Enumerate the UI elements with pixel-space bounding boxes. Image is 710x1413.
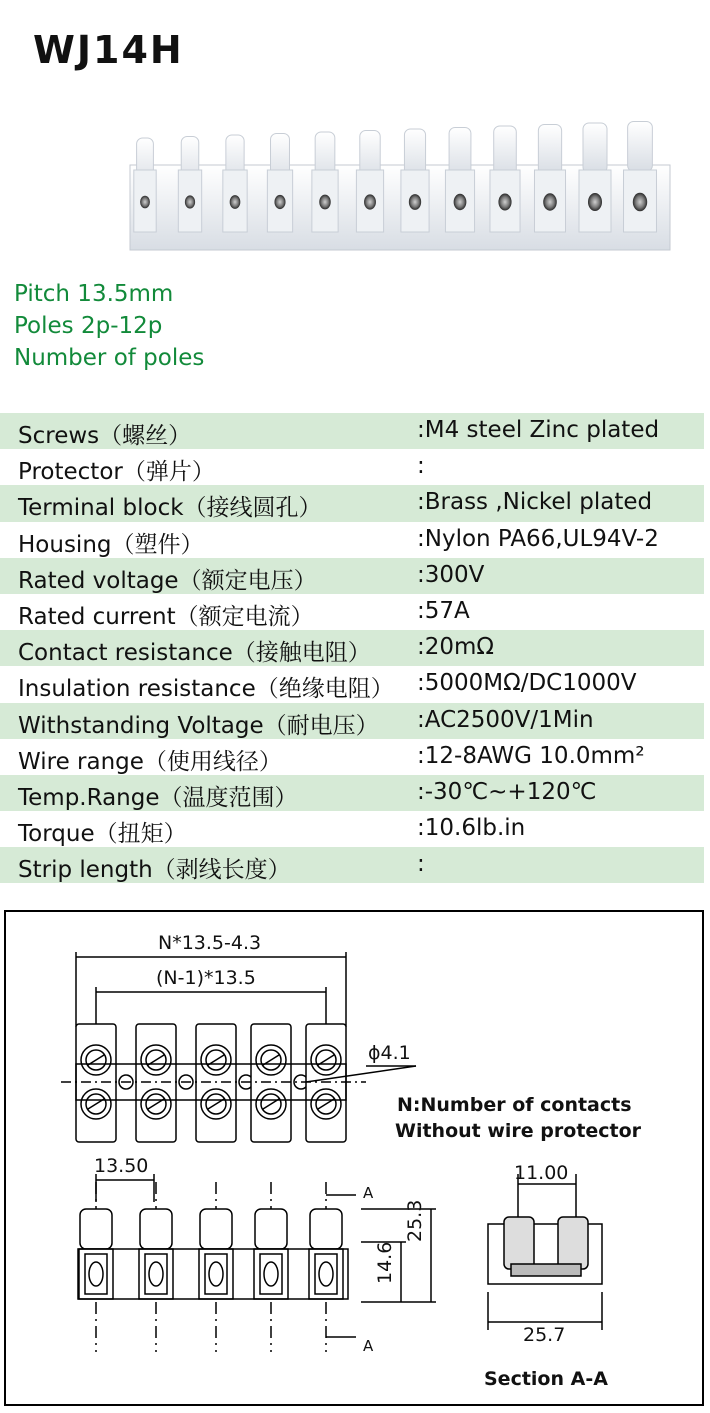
strip-hole bbox=[364, 194, 376, 209]
top-pole bbox=[76, 1024, 116, 1142]
spec-label: Temp.Range（温度范围） bbox=[18, 784, 298, 811]
spec-label: Terminal block（接线圆孔） bbox=[18, 495, 322, 522]
strip-hole bbox=[454, 194, 467, 210]
dim-height-full-label: 25.3 bbox=[404, 1199, 426, 1242]
dim-height-body-label: 14.6 bbox=[374, 1241, 396, 1284]
spec-row bbox=[0, 666, 704, 702]
side-tower bbox=[200, 1209, 232, 1249]
spec-row bbox=[0, 739, 704, 775]
spec-value: :5000MΩ/DC1000V bbox=[417, 670, 637, 697]
spec-label: Rated current（额定电流） bbox=[18, 603, 314, 630]
top-pole bbox=[136, 1024, 176, 1142]
spec-row bbox=[0, 811, 704, 847]
spec-value: :300V bbox=[417, 561, 485, 588]
strip-hole bbox=[543, 193, 557, 210]
strip-tower bbox=[538, 125, 561, 175]
side-tower bbox=[255, 1209, 287, 1249]
spec-label: Rated voltage（额定电压） bbox=[18, 567, 317, 594]
spec-value: :57A bbox=[417, 597, 470, 624]
section-marker-bottom: A bbox=[363, 1337, 374, 1355]
spec-row bbox=[0, 522, 704, 558]
top-pole bbox=[251, 1024, 291, 1142]
spec-label: Withstanding Voltage（耐电压） bbox=[18, 712, 379, 739]
strip-tower bbox=[628, 122, 653, 172]
spec-row bbox=[0, 485, 704, 521]
spec-value: :Nylon PA66,UL94V-2 bbox=[417, 525, 659, 552]
side-tower bbox=[140, 1209, 172, 1249]
spec-label: Wire range（使用线径） bbox=[18, 748, 282, 775]
strip-hole bbox=[230, 195, 241, 209]
spec-table bbox=[0, 413, 704, 883]
spec-value: :10.6lb.in bbox=[417, 815, 526, 842]
spec-value: :Brass ,Nickel plated bbox=[417, 489, 653, 516]
strip-tower bbox=[494, 126, 517, 176]
spec-value: : bbox=[417, 851, 425, 878]
spec-row bbox=[0, 847, 704, 883]
spec-label: Contact resistance（接触电阻） bbox=[18, 640, 371, 667]
spec-row bbox=[0, 413, 704, 449]
strip-hole bbox=[185, 195, 195, 208]
dim-section-width-label: 25.7 bbox=[523, 1324, 566, 1346]
side-hole bbox=[89, 1262, 103, 1286]
dim-overall-label: N*13.5-4.3 bbox=[158, 932, 262, 954]
summary-block bbox=[14, 278, 204, 374]
section-label: Section A-A bbox=[484, 1368, 608, 1390]
side-tower bbox=[310, 1209, 342, 1249]
dim-pitch-label: 13.50 bbox=[94, 1155, 149, 1177]
top-pole bbox=[306, 1024, 346, 1142]
side-hole bbox=[149, 1262, 163, 1286]
pitch-text: Pitch 13.5mm bbox=[14, 281, 174, 307]
spec-row bbox=[0, 449, 704, 485]
technical-drawing bbox=[4, 910, 704, 1406]
spec-row bbox=[0, 775, 704, 811]
spec-label: Strip length（剥线长度） bbox=[18, 857, 291, 884]
top-pole bbox=[196, 1024, 236, 1142]
note-without-protector: Without wire protector bbox=[395, 1120, 642, 1142]
spec-value: :AC2500V/1Min bbox=[417, 706, 594, 733]
spec-row bbox=[0, 594, 704, 630]
strip-hole bbox=[498, 194, 511, 211]
section-marker-top: A bbox=[363, 1184, 374, 1202]
side-tower bbox=[80, 1209, 112, 1249]
product-title: WJ14H bbox=[33, 28, 184, 72]
terminal-strip-photo bbox=[120, 110, 680, 260]
strip-hole bbox=[633, 193, 647, 212]
sec-tower bbox=[504, 1217, 534, 1269]
strip-hole bbox=[319, 195, 330, 210]
spec-value: : bbox=[417, 453, 425, 480]
side-hole bbox=[319, 1262, 333, 1286]
spec-label: Housing（塑件） bbox=[18, 531, 204, 558]
sec-bar bbox=[511, 1264, 581, 1276]
spec-label: Protector（弹片） bbox=[18, 459, 215, 486]
spec-value: :M4 steel Zinc plated bbox=[417, 417, 660, 443]
strip-tower bbox=[583, 123, 607, 173]
side-hole bbox=[264, 1262, 278, 1286]
strip-hole bbox=[274, 195, 285, 209]
spec-label: Torque（扭矩） bbox=[18, 821, 187, 848]
dim-section-top-label: 11.00 bbox=[514, 1162, 569, 1184]
hole-diameter-label: ϕ4.1 bbox=[368, 1042, 411, 1064]
spec-row bbox=[0, 703, 704, 739]
dim-pitch-total-label: (N-1)*13.5 bbox=[156, 967, 256, 989]
spec-label: Insulation resistance（绝缘电阻） bbox=[18, 676, 394, 703]
spec-row bbox=[0, 630, 704, 666]
spec-row bbox=[0, 558, 704, 594]
number-of-poles-text: Number of poles bbox=[14, 345, 205, 371]
spec-value: :20mΩ bbox=[417, 634, 494, 661]
strip-hole bbox=[588, 193, 602, 211]
strip-hole bbox=[409, 194, 421, 210]
poles-text: Poles 2p-12p bbox=[14, 313, 163, 339]
sec-tower bbox=[558, 1217, 588, 1269]
spec-value: :-30℃~+120℃ bbox=[417, 778, 597, 805]
note-number-of-contacts: N:Number of contacts bbox=[397, 1094, 632, 1116]
spec-value: :12-8AWG 10.0mm² bbox=[417, 742, 645, 769]
spec-label: Screws（螺丝） bbox=[18, 423, 192, 449]
side-hole bbox=[209, 1262, 223, 1286]
strip-hole bbox=[140, 196, 150, 209]
